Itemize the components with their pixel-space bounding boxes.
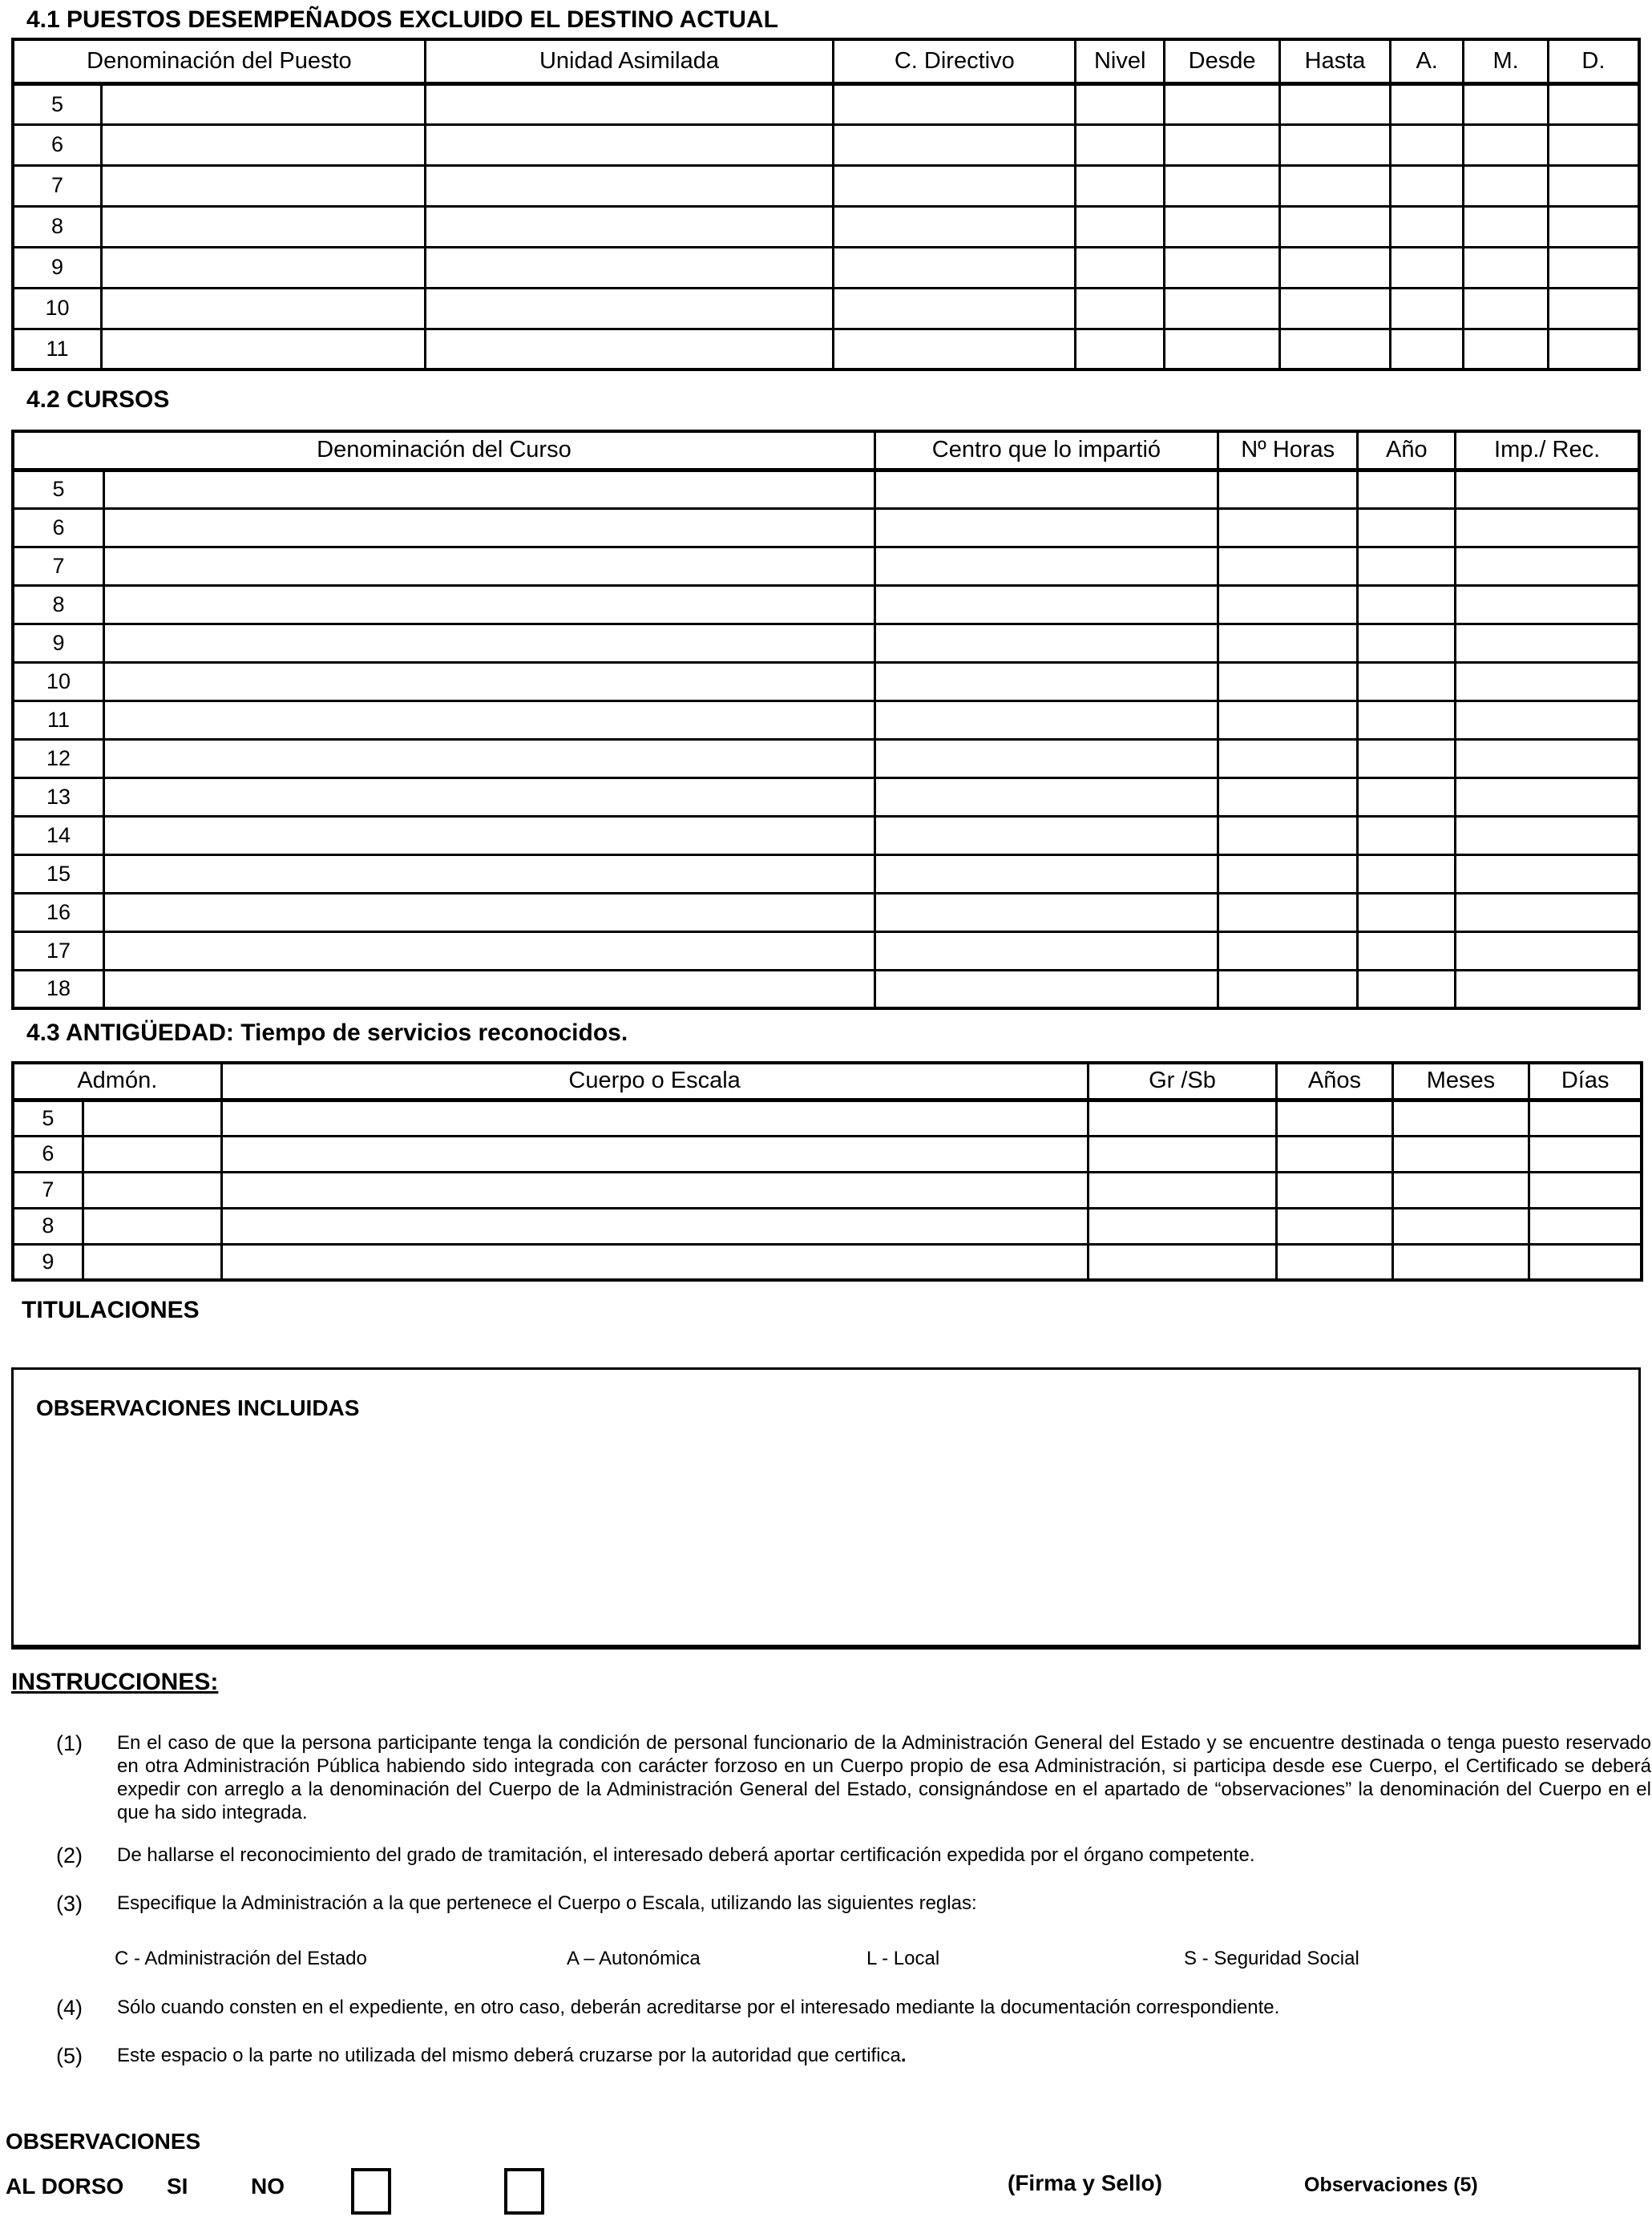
empty-field-cell[interactable] xyxy=(1277,1172,1392,1208)
row-number: 10 xyxy=(13,662,104,701)
row-number: 11 xyxy=(13,329,102,369)
empty-field-cell[interactable] xyxy=(1358,547,1456,585)
empty-field-cell[interactable] xyxy=(1391,165,1464,206)
instruction-text: De hallarse el reconocimiento del grado de tramitación, el interesado deberá aportar certificación expedida por el órgano competente. xyxy=(117,1844,1255,1866)
instruction-number: (3) xyxy=(56,1892,83,1916)
empty-field-cell[interactable] xyxy=(1218,970,1357,1008)
empty-field-cell[interactable] xyxy=(102,165,426,206)
row-number: 10 xyxy=(13,288,102,329)
row-number: 7 xyxy=(13,1172,83,1208)
empty-field-cell[interactable] xyxy=(1165,329,1280,369)
empty-field-cell[interactable] xyxy=(874,547,1218,585)
empty-field-cell[interactable] xyxy=(102,329,426,369)
empty-field-cell[interactable] xyxy=(1456,508,1639,547)
instruction-item-3 xyxy=(56,1892,1651,1916)
empty-field-cell[interactable] xyxy=(1529,1244,1642,1280)
empty-field-cell[interactable] xyxy=(104,777,875,816)
empty-field-cell[interactable] xyxy=(834,288,1076,329)
empty-field-cell[interactable] xyxy=(1218,624,1357,662)
empty-field-cell[interactable] xyxy=(1392,1172,1529,1208)
table-puestos xyxy=(11,38,1641,371)
empty-field-cell[interactable] xyxy=(1218,854,1357,893)
col-header-d: D. xyxy=(1548,39,1639,83)
empty-field-cell[interactable] xyxy=(874,624,1218,662)
row-number: 9 xyxy=(13,247,102,288)
row-number: 8 xyxy=(13,206,102,247)
si-checkbox[interactable] xyxy=(351,2168,391,2215)
empty-field-cell[interactable] xyxy=(1277,1136,1392,1172)
table-row xyxy=(13,777,1639,816)
empty-field-cell[interactable] xyxy=(874,662,1218,701)
empty-field-cell[interactable] xyxy=(1280,288,1391,329)
empty-field-cell[interactable] xyxy=(1076,288,1165,329)
col-header-meses: Meses xyxy=(1392,1063,1529,1100)
empty-field-cell[interactable] xyxy=(102,83,426,124)
table-row xyxy=(13,1136,1642,1172)
row-number: 6 xyxy=(13,124,102,165)
col-header-horas: Nº Horas xyxy=(1218,431,1357,470)
empty-field-cell[interactable] xyxy=(1464,247,1549,288)
empty-field-cell[interactable] xyxy=(874,585,1218,624)
empty-field-cell[interactable] xyxy=(83,1244,221,1280)
empty-field-cell[interactable] xyxy=(221,1244,1088,1280)
empty-field-cell[interactable] xyxy=(221,1208,1088,1244)
empty-field-cell[interactable] xyxy=(834,206,1076,247)
empty-field-cell[interactable] xyxy=(104,816,875,854)
section-4-3-title: 4.3 ANTIGÜEDAD: Tiempo de servicios reconocidos. xyxy=(26,1020,628,1046)
empty-field-cell[interactable] xyxy=(834,124,1076,165)
row-number: 16 xyxy=(13,893,104,931)
empty-field-cell[interactable] xyxy=(834,329,1076,369)
empty-field-cell[interactable] xyxy=(104,585,875,624)
table-row xyxy=(13,206,1639,247)
empty-field-cell[interactable] xyxy=(1165,165,1280,206)
row-number: 6 xyxy=(13,1136,83,1172)
empty-field-cell[interactable] xyxy=(1280,329,1391,369)
empty-field-cell[interactable] xyxy=(102,124,426,165)
empty-field-cell[interactable] xyxy=(104,662,875,701)
row-number: 9 xyxy=(13,1244,83,1280)
table-row xyxy=(13,624,1639,662)
empty-field-cell[interactable] xyxy=(1218,739,1357,777)
table-row xyxy=(13,247,1639,288)
row-number: 15 xyxy=(13,854,104,893)
empty-field-cell[interactable] xyxy=(1218,777,1357,816)
section-4-2-title: 4.2 CURSOS xyxy=(26,386,170,413)
empty-field-cell[interactable] xyxy=(874,854,1218,893)
si-label: SI xyxy=(167,2174,188,2199)
empty-field-cell[interactable] xyxy=(1277,1100,1392,1136)
row-number: 5 xyxy=(13,1100,83,1136)
empty-field-cell[interactable] xyxy=(1456,970,1639,1008)
row-number: 11 xyxy=(13,701,104,739)
empty-field-cell[interactable] xyxy=(1391,206,1464,247)
al-dorso-label: AL DORSO xyxy=(6,2174,124,2199)
empty-field-cell[interactable] xyxy=(1358,470,1456,508)
instruction-number: (4) xyxy=(56,1996,83,2020)
empty-field-cell[interactable] xyxy=(104,739,875,777)
table-antiguedad xyxy=(11,1061,1643,1282)
instruction-item-2 xyxy=(56,1843,1651,1868)
row-number: 14 xyxy=(13,816,104,854)
empty-field-cell[interactable] xyxy=(1464,83,1549,124)
empty-field-cell[interactable] xyxy=(1464,329,1549,369)
empty-field-cell[interactable] xyxy=(1392,1136,1529,1172)
row-number: 6 xyxy=(13,508,104,547)
row-number: 8 xyxy=(13,1208,83,1244)
col-header-centro: Centro que lo impartió xyxy=(874,431,1218,470)
empty-field-cell[interactable] xyxy=(104,854,875,893)
col-header-denominacion-curso: Denominación del Curso xyxy=(13,431,874,470)
row-number: 18 xyxy=(13,970,104,1008)
empty-field-cell[interactable] xyxy=(425,247,833,288)
observaciones-footer-heading: OBSERVACIONES xyxy=(6,2129,201,2154)
instruction-bold-period: . xyxy=(900,2045,907,2066)
empty-field-cell[interactable] xyxy=(1277,1208,1392,1244)
table-row xyxy=(13,970,1639,1008)
empty-field-cell[interactable] xyxy=(1358,701,1456,739)
empty-field-cell[interactable] xyxy=(1464,206,1549,247)
table-row xyxy=(13,1172,1642,1208)
instruction-text: Especifique la Administración a la que pertenece el Cuerpo o Escala, utilizando las siguientes reglas: xyxy=(117,1892,977,1914)
empty-field-cell[interactable] xyxy=(874,508,1218,547)
col-header-cuerpo-escala: Cuerpo o Escala xyxy=(221,1063,1088,1100)
col-header-hasta: Hasta xyxy=(1280,39,1391,83)
empty-field-cell[interactable] xyxy=(1529,1100,1642,1136)
empty-field-cell[interactable] xyxy=(1456,854,1639,893)
empty-field-cell[interactable] xyxy=(1358,931,1456,970)
row-number: 7 xyxy=(13,165,102,206)
instruction-text xyxy=(117,2044,1651,2069)
no-label: NO xyxy=(251,2174,285,2199)
empty-field-cell[interactable] xyxy=(1529,1172,1642,1208)
table-row xyxy=(13,547,1639,585)
empty-field-cell[interactable] xyxy=(1548,206,1639,247)
row-number: 13 xyxy=(13,777,104,816)
empty-field-cell[interactable] xyxy=(1088,1172,1277,1208)
empty-field-cell[interactable] xyxy=(1218,701,1357,739)
empty-field-cell[interactable] xyxy=(102,288,426,329)
table-row xyxy=(13,508,1639,547)
empty-field-cell[interactable] xyxy=(1358,585,1456,624)
col-header-ano: Año xyxy=(1358,431,1456,470)
empty-field-cell[interactable] xyxy=(102,247,426,288)
empty-field-cell[interactable] xyxy=(104,701,875,739)
table-row xyxy=(13,288,1639,329)
empty-field-cell[interactable] xyxy=(1088,1100,1277,1136)
empty-field-cell[interactable] xyxy=(1464,288,1549,329)
row-number: 17 xyxy=(13,931,104,970)
empty-field-cell[interactable] xyxy=(1548,329,1639,369)
empty-field-cell[interactable] xyxy=(1456,893,1639,931)
empty-field-cell[interactable] xyxy=(1076,165,1165,206)
instruction-item-4 xyxy=(56,1996,1651,2021)
legend-seguridad-social: S - Seguridad Social xyxy=(1184,1948,1359,1969)
empty-field-cell[interactable] xyxy=(425,206,833,247)
empty-field-cell[interactable] xyxy=(1456,585,1639,624)
empty-field-cell[interactable] xyxy=(1548,288,1639,329)
empty-field-cell[interactable] xyxy=(874,701,1218,739)
empty-field-cell[interactable] xyxy=(1456,662,1639,701)
empty-field-cell[interactable] xyxy=(1076,329,1165,369)
table-row xyxy=(13,1208,1642,1244)
empty-field-cell[interactable] xyxy=(104,970,875,1008)
instruction-item-1 xyxy=(56,1731,1651,1824)
table-row xyxy=(13,854,1639,893)
empty-field-cell[interactable] xyxy=(1456,547,1639,585)
table-row xyxy=(13,931,1639,970)
section-4-1-title: 4.1 PUESTOS DESEMPEÑADOS EXCLUIDO EL DESTINO ACTUAL xyxy=(26,6,778,33)
empty-field-cell[interactable] xyxy=(834,83,1076,124)
empty-field-cell[interactable] xyxy=(1548,124,1639,165)
table-row xyxy=(13,893,1639,931)
empty-field-cell[interactable] xyxy=(1165,206,1280,247)
empty-field-cell[interactable] xyxy=(1165,124,1280,165)
empty-field-cell[interactable] xyxy=(1218,585,1357,624)
table-row xyxy=(13,816,1639,854)
empty-field-cell[interactable] xyxy=(1456,470,1639,508)
table-header-row xyxy=(13,39,1639,83)
empty-field-cell[interactable] xyxy=(1464,165,1549,206)
col-header-nivel: Nivel xyxy=(1076,39,1165,83)
empty-field-cell[interactable] xyxy=(1280,206,1391,247)
table-row xyxy=(13,1244,1642,1280)
table-header-row xyxy=(13,1063,1642,1100)
instruction-number: (1) xyxy=(56,1731,83,1755)
empty-field-cell[interactable] xyxy=(1358,893,1456,931)
empty-field-cell[interactable] xyxy=(425,329,833,369)
empty-field-cell[interactable] xyxy=(1392,1244,1529,1280)
empty-field-cell[interactable] xyxy=(1280,124,1391,165)
empty-field-cell[interactable] xyxy=(874,777,1218,816)
instruction-text-body: Este espacio o la parte no utilizada del mismo deberá cruzarse por la autoridad que certifica xyxy=(117,2045,901,2066)
empty-field-cell[interactable] xyxy=(1358,777,1456,816)
empty-field-cell[interactable] xyxy=(874,931,1218,970)
empty-field-cell[interactable] xyxy=(1280,247,1391,288)
empty-field-cell[interactable] xyxy=(1280,83,1391,124)
empty-field-cell[interactable] xyxy=(102,206,426,247)
row-number: 5 xyxy=(13,470,104,508)
instruction-text: Sólo cuando consten en el expediente, en otro caso, deberán acreditarse por el interesado mediante la documentación correspondiente. xyxy=(117,1997,1280,2018)
empty-field-cell[interactable] xyxy=(1358,508,1456,547)
empty-field-cell[interactable] xyxy=(1358,624,1456,662)
table-header-row xyxy=(13,431,1639,470)
empty-field-cell[interactable] xyxy=(1076,83,1165,124)
table-cursos xyxy=(11,430,1641,1010)
col-header-gr-sb: Gr /Sb xyxy=(1088,1063,1277,1100)
empty-field-cell[interactable] xyxy=(425,83,833,124)
empty-field-cell[interactable] xyxy=(1464,124,1549,165)
empty-field-cell[interactable] xyxy=(1088,1208,1277,1244)
empty-field-cell[interactable] xyxy=(425,124,833,165)
col-header-m: M. xyxy=(1464,39,1549,83)
firma-y-sello-label: (Firma y Sello) xyxy=(1008,2170,1162,2195)
col-header-dias: Días xyxy=(1529,1063,1642,1100)
empty-field-cell[interactable] xyxy=(1548,165,1639,206)
col-header-unidad-asimilada: Unidad Asimilada xyxy=(425,39,833,83)
table-row xyxy=(13,329,1639,369)
empty-field-cell[interactable] xyxy=(1392,1208,1529,1244)
empty-field-cell[interactable] xyxy=(1218,931,1357,970)
col-header-admon: Admón. xyxy=(13,1063,221,1100)
table-row xyxy=(13,1100,1642,1136)
table-row xyxy=(13,165,1639,206)
row-number: 9 xyxy=(13,624,104,662)
empty-field-cell[interactable] xyxy=(83,1208,221,1244)
legend-estado: C - Administración del Estado xyxy=(115,1948,367,1969)
empty-field-cell[interactable] xyxy=(1391,124,1464,165)
empty-field-cell[interactable] xyxy=(1358,854,1456,893)
instruction-item-5 xyxy=(56,2044,1651,2069)
table-row xyxy=(13,662,1639,701)
no-checkbox[interactable] xyxy=(504,2168,544,2215)
empty-field-cell[interactable] xyxy=(874,739,1218,777)
empty-field-cell[interactable] xyxy=(104,547,875,585)
empty-field-cell[interactable] xyxy=(104,624,875,662)
empty-field-cell[interactable] xyxy=(1280,165,1391,206)
instrucciones-heading: INSTRUCCIONES: xyxy=(11,1669,219,1695)
empty-field-cell[interactable] xyxy=(1529,1136,1642,1172)
col-header-imp-rec: Imp./ Rec. xyxy=(1456,431,1639,470)
table-row xyxy=(13,83,1639,124)
empty-field-cell[interactable] xyxy=(104,893,875,931)
empty-field-cell[interactable] xyxy=(83,1100,221,1136)
row-number: 5 xyxy=(13,83,102,124)
legend-local: L - Local xyxy=(866,1948,940,1969)
col-header-desde: Desde xyxy=(1165,39,1280,83)
legend-autonomica: A – Autonómica xyxy=(567,1948,701,1969)
empty-field-cell[interactable] xyxy=(1165,83,1280,124)
empty-field-cell[interactable] xyxy=(1076,206,1165,247)
empty-field-cell[interactable] xyxy=(1165,288,1280,329)
empty-field-cell[interactable] xyxy=(1358,816,1456,854)
table-row xyxy=(13,124,1639,165)
instruction-text: En el caso de que la persona participante tenga la condición de personal funcionario de la Administración General del Estado y se encuentre destinada o tenga puesto reservado en otra Administración Pública habiendo sido integrada con carácter forzoso en un Cuerpo propio de esa Administración, si participa desde ese Cuerpo, el Certificado se deberá expedir con arreglo a la denominación del Cuerpo de la Administración General del Estado, consignándose en el apartado de “observaciones” la denominación del Cuerpo en el que ha sido integrada. xyxy=(117,1732,1651,1823)
empty-field-cell[interactable] xyxy=(1456,624,1639,662)
empty-field-cell[interactable] xyxy=(874,470,1218,508)
empty-field-cell[interactable] xyxy=(104,508,875,547)
table-row xyxy=(13,470,1639,508)
observaciones-5-label: Observaciones (5) xyxy=(1304,2174,1478,2196)
empty-field-cell[interactable] xyxy=(104,931,875,970)
empty-field-cell[interactable] xyxy=(1076,124,1165,165)
empty-field-cell[interactable] xyxy=(1391,288,1464,329)
empty-field-cell[interactable] xyxy=(1456,816,1639,854)
empty-field-cell[interactable] xyxy=(1218,662,1357,701)
empty-field-cell[interactable] xyxy=(1456,701,1639,739)
empty-field-cell[interactable] xyxy=(1358,970,1456,1008)
empty-field-cell[interactable] xyxy=(83,1136,221,1172)
empty-field-cell[interactable] xyxy=(1548,83,1639,124)
instruction-number: (5) xyxy=(56,2044,83,2068)
row-number: 7 xyxy=(13,547,104,585)
empty-field-cell[interactable] xyxy=(1076,247,1165,288)
empty-field-cell[interactable] xyxy=(1456,931,1639,970)
empty-field-cell[interactable] xyxy=(1392,1100,1529,1136)
empty-field-cell[interactable] xyxy=(221,1100,1088,1136)
col-header-c-directivo: C. Directivo xyxy=(834,39,1076,83)
empty-field-cell[interactable] xyxy=(1218,470,1357,508)
col-header-a: A. xyxy=(1391,39,1464,83)
row-number: 8 xyxy=(13,585,104,624)
empty-field-cell[interactable] xyxy=(1456,739,1639,777)
empty-field-cell[interactable] xyxy=(1218,508,1357,547)
empty-field-cell[interactable] xyxy=(874,816,1218,854)
empty-field-cell[interactable] xyxy=(425,288,833,329)
empty-field-cell[interactable] xyxy=(1456,777,1639,816)
empty-field-cell[interactable] xyxy=(1358,739,1456,777)
empty-field-cell[interactable] xyxy=(1391,329,1464,369)
empty-field-cell[interactable] xyxy=(1548,247,1639,288)
empty-field-cell[interactable] xyxy=(1088,1136,1277,1172)
empty-field-cell[interactable] xyxy=(1165,247,1280,288)
empty-field-cell[interactable] xyxy=(874,970,1218,1008)
empty-field-cell[interactable] xyxy=(1529,1208,1642,1244)
empty-field-cell[interactable] xyxy=(1218,547,1357,585)
empty-field-cell[interactable] xyxy=(104,470,875,508)
empty-field-cell[interactable] xyxy=(1277,1244,1392,1280)
row-number: 12 xyxy=(13,739,104,777)
observaciones-incluidas-label: OBSERVACIONES INCLUIDAS xyxy=(36,1395,360,1420)
empty-field-cell[interactable] xyxy=(1391,83,1464,124)
instruction-number: (2) xyxy=(56,1843,83,1868)
empty-field-cell[interactable] xyxy=(874,893,1218,931)
col-header-anos: Años xyxy=(1277,1063,1392,1100)
empty-field-cell[interactable] xyxy=(221,1136,1088,1172)
table-row xyxy=(13,739,1639,777)
empty-field-cell[interactable] xyxy=(83,1172,221,1208)
empty-field-cell[interactable] xyxy=(1218,816,1357,854)
empty-field-cell[interactable] xyxy=(221,1172,1088,1208)
empty-field-cell[interactable] xyxy=(425,165,833,206)
empty-field-cell[interactable] xyxy=(1218,893,1357,931)
table-row xyxy=(13,585,1639,624)
empty-field-cell[interactable] xyxy=(1391,247,1464,288)
titulaciones-heading: TITULACIONES xyxy=(22,1297,200,1323)
empty-field-cell[interactable] xyxy=(1358,662,1456,701)
table-row xyxy=(13,701,1639,739)
empty-field-cell[interactable] xyxy=(1088,1244,1277,1280)
empty-field-cell[interactable] xyxy=(834,165,1076,206)
col-header-denominacion-puesto: Denominación del Puesto xyxy=(13,39,425,83)
empty-field-cell[interactable] xyxy=(834,247,1076,288)
observaciones-incluidas-box[interactable] xyxy=(11,1367,1641,1650)
